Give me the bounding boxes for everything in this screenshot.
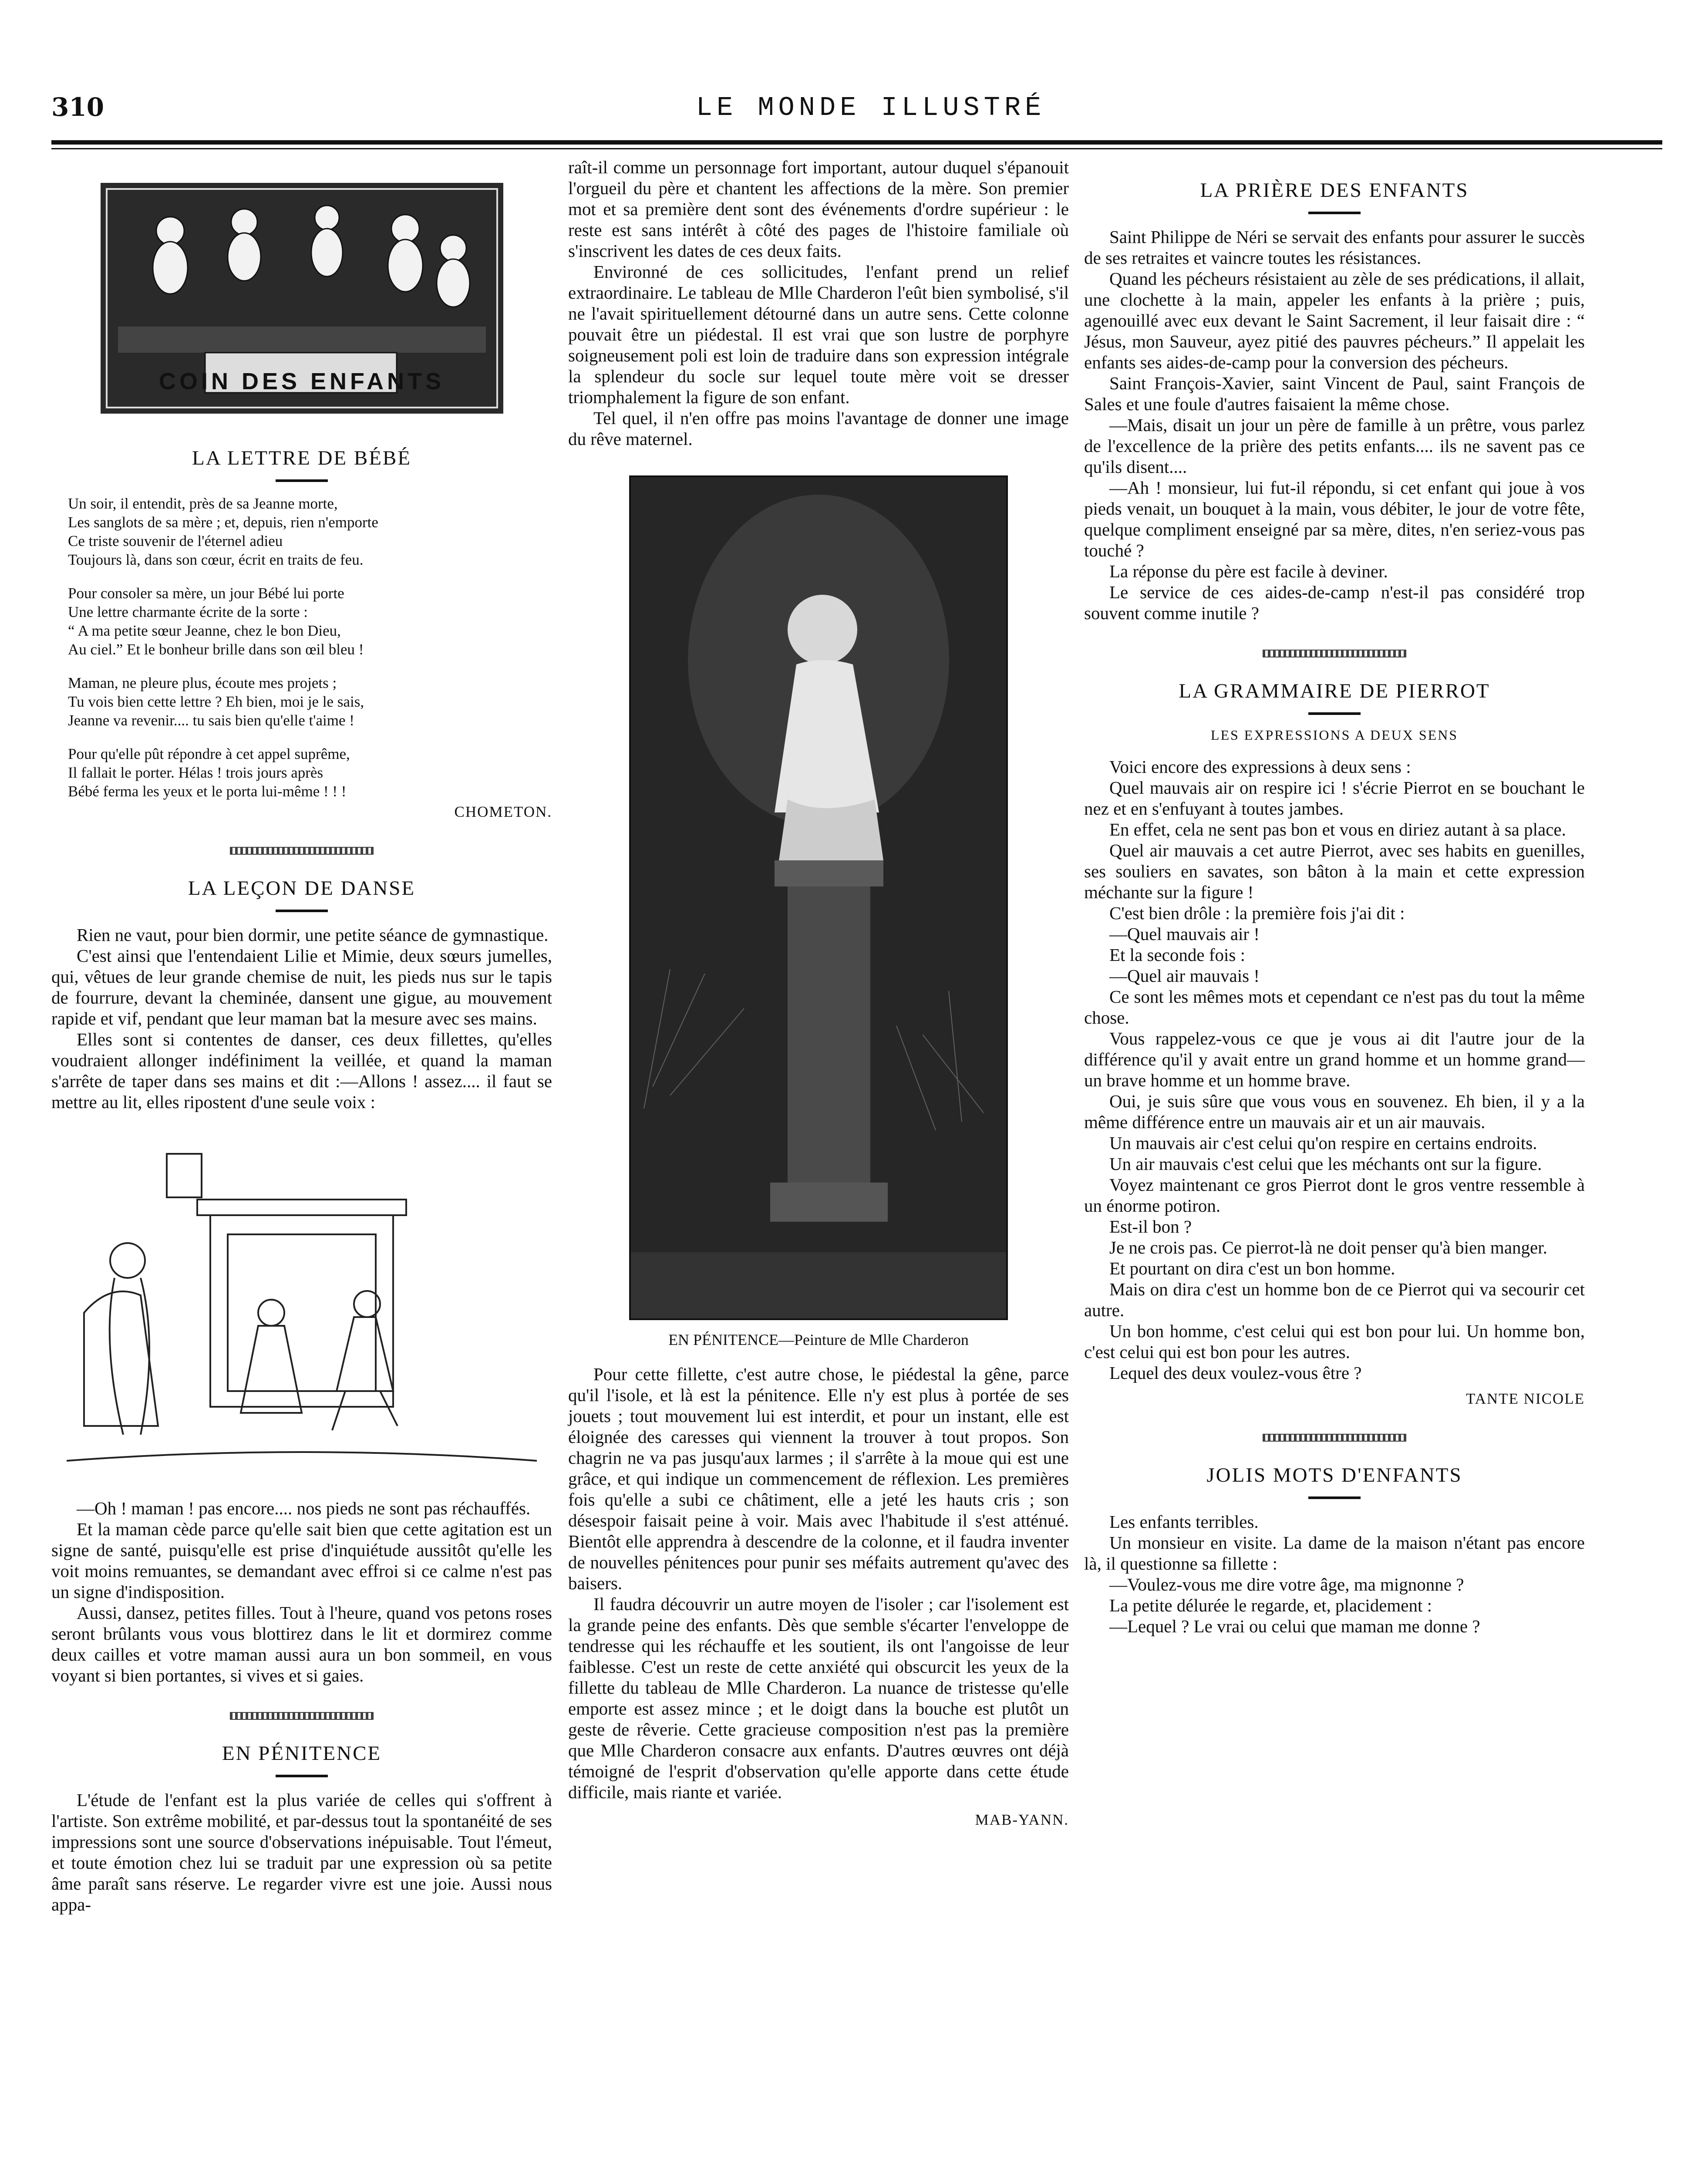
grammaire-paragraph: Je ne crois pas. Ce pierrot-là ne doit penser qu'à bien manger. bbox=[1109, 1237, 1547, 1257]
painting-girl-on-column bbox=[631, 477, 1006, 1318]
grammaire-paragraph: Un bon homme, c'est celui qui est bon pour lui. Un homme bon, c'est celui qui est bon pour les autres. bbox=[1084, 1321, 1585, 1362]
poem-line: Toujours là, dans son cœur, écrit en traits de feu. bbox=[68, 551, 364, 568]
title-dash bbox=[1308, 212, 1361, 214]
penitence-painting bbox=[629, 475, 1008, 1320]
penitence-signature: MAB-YANN. bbox=[975, 1811, 1069, 1828]
grammaire-subtitle: LES EXPRESSIONS A DEUX SENS bbox=[1210, 727, 1459, 743]
title-dash bbox=[1308, 712, 1361, 715]
poem-line: Maman, ne pleure plus, écoute mes projets ; bbox=[68, 674, 337, 691]
penitence-paragraph: Tel quel, il n'en offre pas moins l'avantage de donner une image du rêve maternel. bbox=[568, 408, 1069, 449]
danse-paragraph: Elles sont si contentes de danser, ces deux fillettes, qu'elles voudraient allonger indéfiniment la veillée, et quand la maman s'arrête de taper dans ses mains et dit :—Allons ! assez.... il faut se mettre au lit, elles ripostent d'une seule voix : bbox=[51, 1029, 552, 1112]
poem-line: Pour qu'elle pût répondre à cet appel suprême, bbox=[68, 745, 350, 762]
grammaire-title: LA GRAMMAIRE DE PIERROT bbox=[1179, 680, 1490, 702]
priere-paragraph: Saint Philippe de Néri se servait des enfants pour assurer le succès de ses retraites et vaincre toutes les résistances. bbox=[1084, 227, 1585, 268]
grammaire-paragraph: Est-il bon ? bbox=[1109, 1217, 1192, 1237]
poem-line: Tu vois bien cette lettre ? Eh bien, moi je le sais, bbox=[68, 693, 364, 710]
poem-line: Ce triste souvenir de l'éternel adieu bbox=[68, 532, 283, 549]
priere-paragraph: Saint François-Xavier, saint Vincent de Paul, saint François de Sales et une foule d'autres faisaient la même chose. bbox=[1084, 373, 1585, 414]
priere-paragraph: —Ah ! monsieur, lui fut-il répondu, si cet enfant qui joue à vos pieds venait, un bouquet à la main, vous débiter, le jour de votre fête, quelque compliment enseigné par sa mère, dites, n'en seriez-vous pas touché ? bbox=[1084, 478, 1585, 560]
lettre-signature: CHOMETON. bbox=[454, 803, 552, 820]
jolis-paragraph: —Lequel ? Le vrai ou celui que maman me donne ? bbox=[1109, 1616, 1480, 1636]
grammaire-paragraph: Et pourtant on dira c'est un bon homme. bbox=[1109, 1258, 1395, 1278]
dance-scene-drawing bbox=[67, 1130, 537, 1478]
column-2 bbox=[568, 157, 1069, 1829]
grammaire-paragraph: Mais on dira c'est un homme bon de ce Pierrot qui va secourir cet autre. bbox=[1084, 1279, 1585, 1320]
grammaire-paragraph: Et la seconde fois : bbox=[1109, 945, 1245, 965]
danse-paragraph: —Oh ! maman ! pas encore.... nos pieds ne sont pas réchauffés. bbox=[77, 1498, 531, 1518]
priere-paragraph: Le service de ces aides-de-camp n'est-il pas considéré trop souvent comme inutile ? bbox=[1084, 582, 1585, 623]
painting-caption: EN PÉNITENCE—Peinture de Mlle Charderon bbox=[668, 1331, 969, 1348]
section-divider bbox=[1263, 650, 1406, 657]
grammaire-paragraph: C'est bien drôle : la première fois j'ai dit : bbox=[1109, 903, 1405, 923]
header-rule-thin bbox=[51, 148, 1662, 149]
grammaire-paragraph: Voyez maintenant ce gros Pierrot dont le gros ventre ressemble à un énorme potiron. bbox=[1084, 1175, 1585, 1216]
poem-line: Pour consoler sa mère, un jour Bébé lui porte bbox=[68, 585, 344, 602]
jolis-paragraph: Les enfants terribles. bbox=[1109, 1512, 1259, 1532]
poem-line: Les sanglots de sa mère ; et, depuis, rien n'emporte bbox=[68, 514, 378, 531]
grammaire-paragraph: Oui, je suis sûre que vous vous en souvenez. Eh bien, il y a la même différence entre un mauvais air et un air mauvais. bbox=[1084, 1091, 1585, 1132]
vignette-title: COIN DES ENFANTS bbox=[158, 368, 445, 394]
poem-line: “ A ma petite sœur Jeanne, chez le bon Dieu, bbox=[68, 622, 341, 639]
grammaire-paragraph: En effet, cela ne sent pas bon et vous en diriez autant à sa place. bbox=[1109, 819, 1566, 839]
poem-line: Un soir, il entendit, près de sa Jeanne morte, bbox=[68, 495, 338, 512]
penitence-paragraph: Pour cette fillette, c'est autre chose, le piédestal la gêne, parce qu'il l'isole, et là est la pénitence. Elle n'y est plus à portée de ses jouets ; tout mouvement lui est interdit, et pour un instant, elle est éloignée des caresses qui viennent la trouver à tout propos. Son chagrin ne va pas jusqu'aux larmes ; il s'arrête à la moue qui est une grâce, et qui indique un commencement de réflexion. Les premières fois qu'elle a subi ce châtiment, elle a jeté les hauts cris ; son désespoir faisait peine à voir. Mais avec l'habitude il s'est atténué. Bientôt elle apprendra à descendre de la colonne, et il faudra inventer de nouvelles pénitences pour punir ses méfaits autrement qu'avec des baisers. bbox=[568, 1364, 1069, 1593]
column-3 bbox=[1084, 157, 1585, 1637]
penitence-paragraph: L'étude de l'enfant est la plus variée de celles qui s'offrent à l'artiste. Son extrême mobilité, et par-dessus tout la spontanéité de ses impressions sont une source d'observations inépuisable. Tout l'émeut, et toute émotion chez lui se traduit par une expression où sa petite âme paraît sans réserve. Le regarder vivre est une joie. Aussi nous appa- bbox=[51, 1790, 552, 1914]
danse-paragraph: Et la maman cède parce qu'elle sait bien que cette agitation est un signe de santé, puisqu'elle est prise d'inquiétude aussitôt qu'elle les voit moins remuantes, se demandant avec effroi si ce calme n'est pas un signe d'indisposition. bbox=[51, 1519, 552, 1602]
grammaire-paragraph: Lequel des deux voulez-vous être ? bbox=[1109, 1363, 1362, 1383]
jolis-paragraph: La petite délurée le regarde, et, placidement : bbox=[1109, 1595, 1432, 1615]
poem-line: Une lettre charmante écrite de la sorte : bbox=[68, 603, 308, 620]
poem-stanza-4 bbox=[68, 745, 552, 801]
grammaire-paragraph: Quel mauvais air on respire ici ! s'écrie Pierrot en se bouchant le nez et en s'enfuyant à toutes jambes. bbox=[1084, 778, 1585, 819]
grammaire-paragraph: Quel air mauvais a cet autre Pierrot, avec ses habits en guenilles, ses souliers en savates, son bâton à la main et cette expression méchante sur la figure ! bbox=[1084, 840, 1585, 902]
danse-title: LA LEÇON DE DANSE bbox=[188, 877, 416, 900]
grammaire-paragraph: Ce sont les mêmes mots et cependant ce n'est pas du tout la même chose. bbox=[1084, 987, 1585, 1028]
priere-paragraph: —Mais, disait un jour un père de famille à un prêtre, vous parlez de l'excellence de la prière des petits enfants.... ils ne savent pas ce qu'ils disent.... bbox=[1084, 415, 1585, 477]
title-dash bbox=[276, 479, 328, 482]
penitence-title: EN PÉNITENCE bbox=[222, 1742, 382, 1765]
header-rule-thick bbox=[51, 140, 1662, 145]
priere-paragraph: Quand les pécheurs résistaient au zèle de ses prédications, il allait, une clochette à la main, appeler les enfants à la prière ; puis, agenouillé avec eux devant le Saint Sacrement, il leur faisait dire : “ Jésus, mon Sauveur, ayez pitié des pauvres pécheurs.” Il appelait les enfants ses aides-de-camp pour la conversion des pécheurs. bbox=[1084, 269, 1585, 372]
lettre-title: LA LETTRE DE BÉBÉ bbox=[192, 447, 411, 469]
danse-paragraph: Rien ne vaut, pour bien dormir, une petite séance de gymnastique. bbox=[77, 925, 549, 945]
page-number: 310 bbox=[51, 92, 104, 122]
grammaire-paragraph: Un mauvais air c'est celui qu'on respire en certains endroits. bbox=[1109, 1133, 1537, 1153]
poem-stanza-2 bbox=[68, 584, 552, 659]
penitence-paragraph: raît-il comme un personnage fort important, autour duquel s'épanouit l'orgueil du père et chantent les affections de la mère. Son premier mot et sa première dent sont des événements d'ordre supérieur : le reste est sans intérêt à côté des pages de l'histoire familiale où s'inscrivent les dates de ces deux faits. bbox=[568, 157, 1069, 261]
coin-des-enfants-vignette bbox=[101, 183, 503, 416]
title-dash bbox=[276, 1775, 328, 1777]
priere-paragraph: La réponse du père est facile à deviner. bbox=[1109, 561, 1388, 581]
jolis-paragraph: —Voulez-vous me dire votre âge, ma mignonne ? bbox=[1109, 1574, 1464, 1594]
lettre-poem bbox=[68, 494, 552, 801]
priere-title: LA PRIÈRE DES ENFANTS bbox=[1200, 179, 1469, 202]
grammaire-paragraph: Voici encore des expressions à deux sens : bbox=[1109, 757, 1411, 777]
title-dash bbox=[276, 910, 328, 912]
masthead-title: LE MONDE ILLUSTRÉ bbox=[696, 92, 1046, 123]
penitence-paragraph: Environné de ces sollicitudes, l'enfant prend un relief extraordinaire. Le tableau de Mlle Charderon l'eût bien symbolisé, s'il ne l'avait spirituellement détourné dans un autre sens. Cette colonne pouvait être un piédestal. Il est vrai que son lustre de porphyre soigneusement poli est loin de traduire dans son expression intégrale la splendeur du socle sur lequel toute mère voit se dresser triomphalement la figure de son enfant. bbox=[568, 262, 1069, 407]
poem-line: Bébé ferma les yeux et le porta lui-même ! ! ! bbox=[68, 783, 347, 800]
grammaire-paragraph: —Quel mauvais air ! bbox=[1109, 924, 1260, 944]
grammaire-paragraph: Vous rappelez-vous ce que je vous ai dit l'autre jour de la différence qu'il y avait entre un grand homme et un homme grand—un brave homme et un homme brave. bbox=[1084, 1028, 1585, 1090]
grammaire-paragraph: Un air mauvais c'est celui que les méchants ont sur la figure. bbox=[1109, 1154, 1542, 1174]
danse-illustration bbox=[67, 1130, 537, 1480]
poem-line: Au ciel.” Et le bonheur brille dans son œil bleu ! bbox=[68, 641, 364, 658]
jolis-title: JOLIS MOTS D'ENFANTS bbox=[1206, 1464, 1462, 1486]
poem-stanza-1 bbox=[68, 494, 552, 569]
grammaire-signature: TANTE NICOLE bbox=[1466, 1390, 1585, 1407]
column-1 bbox=[51, 157, 552, 1915]
poem-line: Il fallait le porter. Hélas ! trois jours après bbox=[68, 764, 323, 781]
danse-paragraph: C'est ainsi que l'entendaient Lilie et Mimie, deux sœurs jumelles, qui, vêtues de leur grande chemise de nuit, les pieds nus sur le tapis de fourrure, devant la cheminée, dansent une gigue, au mouvement rapide et vif, pendant que leur maman bat la mesure avec ses mains. bbox=[51, 946, 552, 1028]
poem-line: Jeanne va revenir.... tu sais bien qu'elle t'aime ! bbox=[68, 712, 354, 729]
danse-paragraph: Aussi, dansez, petites filles. Tout à l'heure, quand vos petons roses seront brûlants vous vous blottirez dans le lit et dormirez comme deux cailles et votre maman aussi aura un bon sommeil, en vous voyant si bien portantes, si vives et si gaies. bbox=[51, 1603, 552, 1685]
penitence-paragraph: Il faudra découvrir un autre moyen de l'isoler ; car l'isolement est la grande peine des enfants. Dès que semble s'écarter l'enveloppe de tendresse qui les réchauffe et les soutient, ils ont l'angoisse de leur faiblesse. C'est un reste de cette anxiété qui obscurcit les yeux de la fillette du tableau de Mlle Charderon. La nuance de tristesse qu'elle emporte est assez mince ; et le doigt dans la bouche est plutôt un geste de rêverie. Cette gracieuse composition n'est pas la première que Mlle Charderon consacre aux enfants. D'autres œuvres ont déjà témoigné de l'esprit d'observation qu'elle apporte dans cette étude difficile, mais riante et variée. bbox=[568, 1594, 1069, 1802]
section-divider bbox=[1263, 1434, 1406, 1442]
jolis-paragraph: Un monsieur en visite. La dame de la maison n'étant pas encore là, il questionne sa fillette : bbox=[1084, 1533, 1585, 1574]
section-divider bbox=[230, 1712, 374, 1720]
grammaire-paragraph: —Quel air mauvais ! bbox=[1109, 966, 1260, 986]
section-divider bbox=[230, 847, 374, 855]
title-dash bbox=[1308, 1496, 1361, 1499]
poem-stanza-3 bbox=[68, 674, 552, 730]
